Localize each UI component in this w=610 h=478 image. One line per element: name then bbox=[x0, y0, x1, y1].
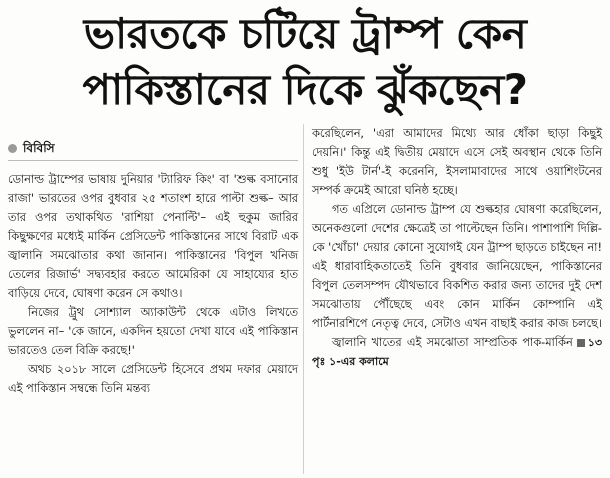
paragraph-text: জ্বালানি খাতের এই সমঝোতা সাম্প্রতিক পাক-মার্কিন bbox=[332, 336, 573, 349]
continuation-text: ১৩ পৃঃ ১-এর কলামে bbox=[312, 336, 602, 368]
paragraph: করেছিলেন, 'এরা আমাদের মিথ্যে আর ধোঁকা ছাড়া কিছুই দেয়নি।' কিন্তু এই দ্বিতীয় মেয়াদে এসে সেই অবস্থান থেকে তিনি শুধু 'ইউ টার্ন'-ই করেননি, ইসলামাবাদের সাথে ওয়াশিংটনের সম্পর্ক ক্রমেই আরো ঘনিষ্ঠ হচ্ছে। bbox=[312, 127, 602, 197]
byline-source: বিবিসি bbox=[23, 141, 55, 155]
byline-divider bbox=[8, 160, 298, 161]
paragraph bbox=[312, 333, 602, 371]
bullet-icon bbox=[8, 144, 17, 153]
headline-line-2: পাকিস্তানের দিকে ঝুঁকছেন? bbox=[82, 65, 528, 114]
article-column-right bbox=[312, 124, 602, 474]
paragraph: নিজের ট্রুথ সোশ্যাল অ্যাকাউন্ট থেকে এটাও লিখতে ভুললেন না– 'কে জানে, একদিন হয়তো দেখা যাবে এই পাকিস্তান ভারতেও তেল বিক্রি করছে!' bbox=[8, 306, 298, 357]
paragraph: ডোনাল্ড ট্রাম্পের ভাষায় দুনিয়ার 'ট্যারিফ কিং' বা 'শুল্ক বসানোর রাজা' ভারতের ওপর বুধবার ২৫ শতাংশ হারে পাল্টা শুল্ক– আর তার ওপর তথাকথিত 'রাশিয়া পেনাল্টি'– এই হুকুম জারির কিছুক্ষণের মধ্যেই মার্কিন প্রেসিডেন্ট পাকিস্তানের সাথে বিরাট এক জ্বালানি সমঝোতার কথা জানান। পাকিস্তানের 'বিপুল খনিজ তেলের রিজার্ভ' সদ্ব্যবহার করতে আমেরিকা যে সাহায্যের হাত বাড়িয়ে দেবে, ঘোষণা করেন সে কথাও। bbox=[8, 173, 298, 300]
paragraph: গত এপ্রিলে ডোনাল্ড ট্রাম্প যে শুল্কহার ঘোষণা করেছিলেন, অনেকগুলো দেশের ক্ষেত্রেই তা পাল্টেছেন তিনি। পাশাপাশি দিল্লি-কে 'খোঁচা' দেয়ার কোনো সুযোগই যেন ট্রাম্প ছাড়তে চাইছেন না! এই ধারাবাহিকতাতেই তিনি বুধবার জানিয়েছেন, পাকিস্তানের বিপুল তেলসম্পদ যৌথভাবে বিকশিত করার জন্য তাদের দুই দেশ সমঝোতায় পৌঁছেছে এবং কোন মার্কিন কোম্পানি এই পার্টনারশিপে নেতৃত্ব দেবে, সেটাও এখন বাছাই করার কাজ চলছে। bbox=[312, 203, 602, 330]
byline bbox=[8, 140, 55, 156]
paragraph: অথচ ২০১৮ সালে প্রেসিডেন্ট হিসেবে প্রথম দফার মেয়াদে এই পাকিস্তান সম্বন্ধে তিনি মন্তব্য bbox=[8, 363, 298, 395]
article-column-left bbox=[8, 170, 298, 475]
headline-line-1: ভারতকে চটিয়ে ট্রাম্প কেন bbox=[83, 9, 527, 58]
square-bullet-icon bbox=[577, 339, 585, 347]
column-divider bbox=[303, 124, 304, 474]
